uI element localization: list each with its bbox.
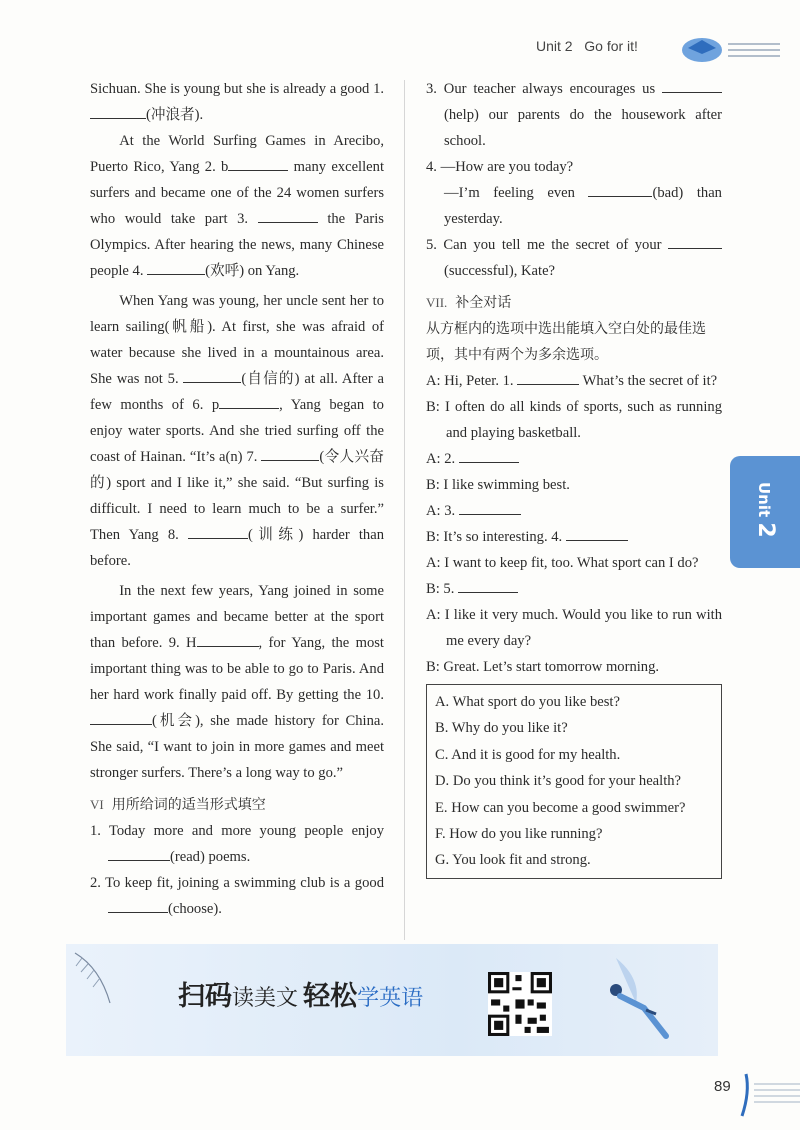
exercise-item-1: 1. Today more and more young people enjoy (read) poems.	[90, 823, 384, 865]
exercise-item-2: 2. To keep fit, joining a swimming club is a good (choose).	[90, 875, 384, 917]
options-box	[426, 684, 722, 879]
dialog-blank-2[interactable]	[459, 462, 519, 463]
right-column	[426, 76, 722, 879]
section-7-instructions: 从方框内的选项中选出能填入空白处的最佳选项，其中有两个为多余选项。	[426, 321, 706, 363]
passage-paragraph-3: When Yang was young, her uncle sent her to learn sailing(帆船). At first, she was afraid of water because she lived in a mountainous area. She was not 5. (自信的) at all. After a few months of 6. p , Yang began to enjoy water sports. And she tried surfing off the coast of Hainan. “It’s a(n) 7. (令人兴奋的) sport and I like it,” she said. “But surfing is difficult. I need to learn much to be a surfer.” Then Yang 8. (训练) harder than before.	[90, 293, 384, 569]
dialog-line-4: B: I like swimming best.	[426, 477, 570, 493]
section-6-title: VI 用所给词的适当形式填空	[90, 797, 266, 813]
option-item: D. Do you think it’s good for your health?	[435, 773, 682, 790]
exercise-blank-3[interactable]	[662, 92, 722, 93]
section-7-title: VII. 补全对话	[426, 295, 512, 311]
unit-tab-label: Unit 2	[753, 482, 778, 538]
blank-4[interactable]	[147, 274, 205, 275]
option-item: G. You look fit and strong.	[435, 852, 591, 869]
willow-branch-icon	[70, 948, 140, 1008]
dialog-line-2: B: I often do all kinds of sports, such as running and playing basketball.	[426, 399, 722, 441]
option-item: C. And it is good for my health.	[435, 746, 621, 763]
qr-banner	[66, 944, 718, 1056]
banner-slogan: 扫码读美文 轻松学英语	[178, 981, 424, 1012]
exercise-item-3: 3. Our teacher always encourages us (help) our parents do the housework after school.	[426, 81, 722, 149]
exercise-blank-5[interactable]	[668, 248, 722, 249]
left-column	[90, 76, 384, 922]
exercise-item-4: 4. —How are you today? —I’m feeling even (bad) than yesterday.	[426, 159, 722, 227]
blank-7[interactable]	[261, 460, 319, 461]
blank-1[interactable]	[90, 118, 146, 119]
dialog-line-1: A: Hi, Peter. 1. What’s the secret of it?	[426, 373, 718, 389]
option-item: E. How can you become a good swimmer?	[435, 799, 686, 816]
dialog-line-10: B: Great. Let’s start tomorrow morning.	[426, 659, 660, 675]
blank-5[interactable]	[183, 382, 241, 383]
passage-paragraph-1: Sichuan. She is young but she is already a good 1. (冲浪者).	[90, 81, 385, 123]
dialog-line-3: A: 2.	[426, 446, 722, 472]
dialog-line-6: B: It’s so interesting. 4.	[426, 524, 722, 550]
unit-side-tab	[730, 456, 800, 568]
dialog-blank-3[interactable]	[459, 514, 521, 515]
passage-paragraph-2: At the World Surfing Games in Arecibo, Puerto Rico, Yang 2. b many excellent surfers and became one of the 24 women surfers who would take part 3. the Paris Olympics. After hearing the news, many Chinese people 4. (欢呼) on Yang.	[90, 133, 384, 279]
dialog-line-7: A: I want to keep fit, too. What sport can I do?	[426, 555, 699, 571]
exercise-blank-1[interactable]	[108, 860, 170, 861]
dialog-line-8: B: 5.	[426, 576, 722, 602]
page-corner-decoration-icon	[740, 1070, 800, 1120]
column-divider	[404, 80, 405, 940]
blank-9[interactable]	[197, 646, 259, 647]
dialog-blank-4[interactable]	[566, 540, 628, 541]
blank-2[interactable]	[228, 170, 288, 171]
dialog-blank-1[interactable]	[517, 384, 579, 385]
exercise-blank-2[interactable]	[108, 912, 168, 913]
blank-6[interactable]	[219, 408, 279, 409]
blank-8[interactable]	[188, 538, 248, 539]
book-decoration-icon	[672, 30, 782, 70]
option-item: B. Why do you like it?	[435, 720, 568, 737]
dialog-line-5: A: 3.	[426, 498, 722, 524]
running-header	[536, 38, 638, 54]
passage-paragraph-4: In the next few years, Yang joined in some important games and became better at the sport than before. 9. H , for Yang, the most important thing was to be able to go to Paris. And her hard work finally paid off. By getting the 10. (机会), she made history for China. She said, “I want to join in more games and meet stronger surfers. There’s a long way to go.”	[90, 583, 384, 781]
option-item: F. How do you like running?	[435, 826, 603, 843]
qr-code-icon[interactable]	[488, 972, 552, 1036]
option-item: A. What sport do you like best?	[435, 694, 620, 710]
blank-3[interactable]	[258, 222, 318, 223]
header-title: Go for it!	[584, 38, 638, 54]
exercise-blank-4[interactable]	[588, 196, 652, 197]
dialog-blank-5[interactable]	[458, 592, 518, 593]
blank-10[interactable]	[90, 724, 152, 725]
header-unit: Unit 2	[536, 38, 573, 54]
page-number: 89	[714, 1078, 731, 1095]
dialog-line-9: A: I like it very much. Would you like to run with me every day?	[426, 607, 722, 649]
exercise-item-5: 5. Can you tell me the secret of your (successful), Kate?	[426, 232, 722, 284]
flying-girl-illustration-icon	[586, 948, 686, 1052]
